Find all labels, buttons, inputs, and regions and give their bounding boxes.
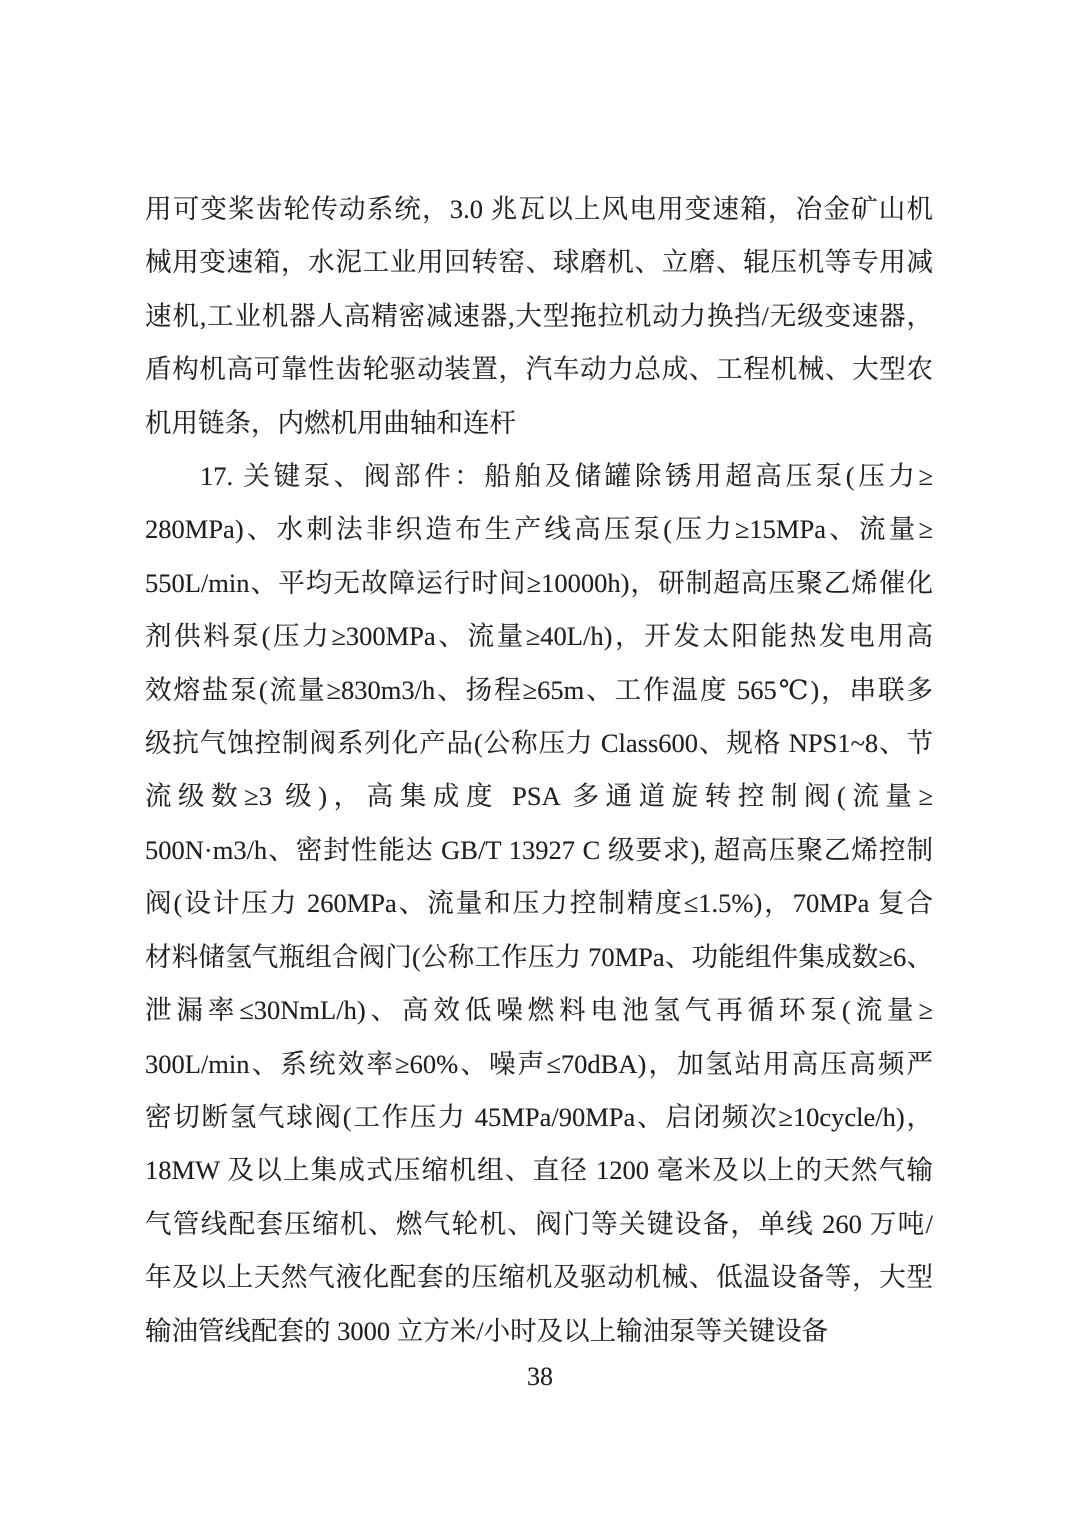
text-line: 材料储氢气瓶组合阀门(公称工作压力 70MPa、功能组件集成数≥6、: [145, 941, 933, 972]
text-line: 密切断氢气球阀(工作压力 45MPa/90MPa、启闭频次≥10cycle/h)，: [145, 1101, 933, 1132]
document-body: [145, 183, 933, 1358]
text-line: 用可变桨齿轮传动系统，3.0 兆瓦以上风电用变速箱，冶金矿山机: [145, 194, 933, 224]
text-line: 年及以上天然气液化配套的压缩机及驱动机械、低温设备等，大型: [145, 1262, 933, 1293]
text-line: 速机,工业机器人高精密减速器,大型拖拉机动力换挡/无级变速器，: [145, 300, 933, 331]
text-line: 流级数≥3 级)，高集成度 PSA 多通道旋转控制阀(流量≥: [145, 781, 933, 812]
text-line: 级抗气蚀控制阀系列化产品(公称压力 Class600、规格 NPS1~8、节: [145, 728, 933, 759]
text-line: 阀(设计压力 260MPa、流量和压力控制精度≤1.5%)，70MPa 复合: [145, 888, 933, 919]
page-number: 38: [527, 1362, 553, 1391]
text-line: 输油管线配套的 3000 立方米/小时及以上输油泵等关键设备: [145, 1315, 829, 1346]
text-line: 气管线配套压缩机、燃气轮机、阀门等关键设备，单线 260 万吨/: [145, 1208, 933, 1239]
text-line-item-17: 17. 关键泵、阀部件：船舶及储罐除锈用超高压泵(压力≥: [200, 461, 933, 492]
text-line: 300L/min、系统效率≥60%、噪声≤70dBA)，加氢站用高压高频严: [145, 1048, 933, 1079]
text-line: 械用变速箱，水泥工业用回转窑、球磨机、立磨、辊压机等专用减: [145, 247, 933, 278]
text-line: 效熔盐泵(流量≥830m3/h、扬程≥65m、工作温度 565℃)，串联多: [145, 674, 933, 705]
text-line: 500N·m3/h、密封性能达 GB/T 13927 C 级要求), 超高压聚乙烯控制: [145, 834, 933, 865]
text-line: 280MPa)、水刺法非织造布生产线高压泵(压力≥15MPa、流量≥: [145, 514, 933, 545]
text-line: 泄漏率≤30NmL/h)、高效低噪燃料电池氢气再循环泵(流量≥: [145, 995, 933, 1026]
text-line: 550L/min、平均无故障运行时间≥10000h)，研制超高压聚乙烯催化: [145, 567, 933, 598]
text-line: 剂供料泵(压力≥300MPa、流量≥40L/h)，开发太阳能热发电用高: [145, 621, 933, 652]
text-line: 机用链条，内燃机用曲轴和连杆: [145, 407, 516, 438]
text-line: 盾构机高可靠性齿轮驱动装置，汽车动力总成、工程机械、大型农: [145, 354, 933, 385]
text-line: 18MW 及以上集成式压缩机组、直径 1200 毫米及以上的天然气输: [145, 1155, 933, 1186]
